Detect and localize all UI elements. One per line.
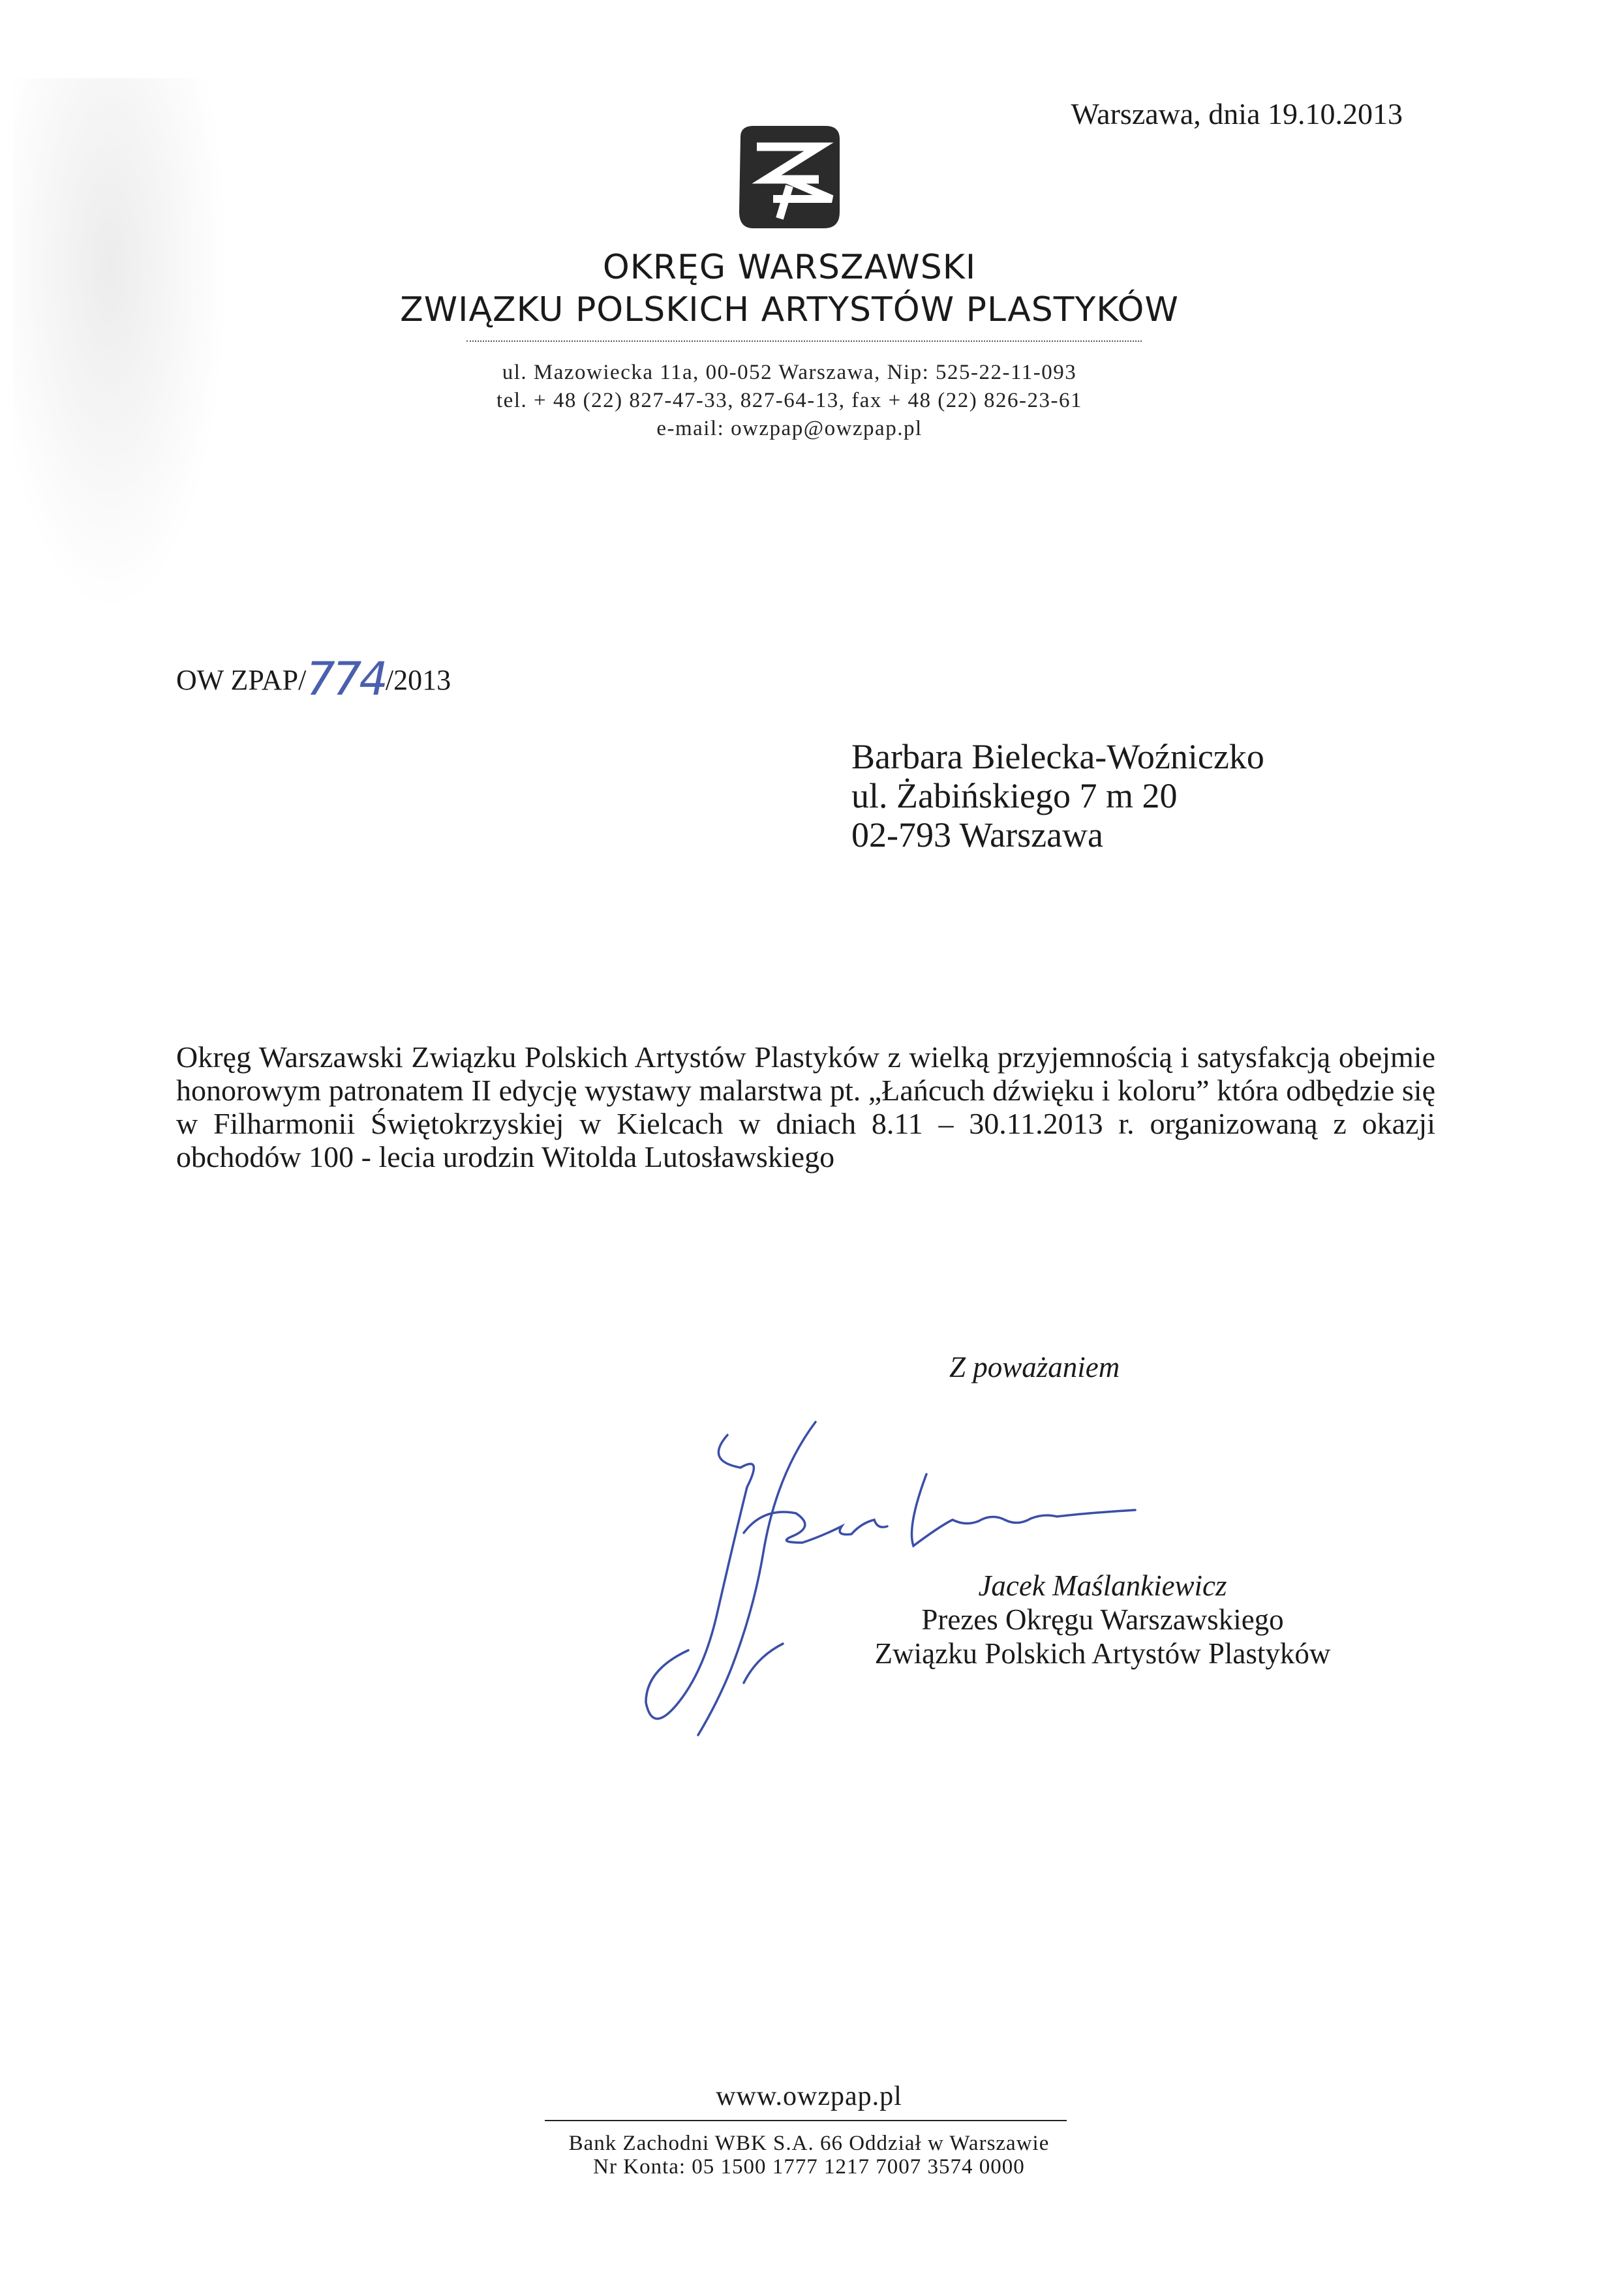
- reference-prefix: OW ZPAP/: [176, 664, 307, 696]
- org-email: e-mail: owzpap@owzpap.pl: [656, 417, 923, 440]
- recipient-street: ul. Żabińskiego 7 m 20: [851, 776, 1178, 815]
- recipient-address: [851, 737, 1264, 854]
- reference-number: [176, 652, 451, 706]
- footer-divider: [545, 2120, 1067, 2121]
- org-phone: tel. + 48 (22) 827-47-33, 827-64-13, fax + 48 (22) 826-23-61: [496, 389, 1082, 412]
- scan-artifact: [13, 78, 228, 613]
- reference-handwritten-number: 774: [306, 652, 386, 706]
- org-name-line2: ZWIĄZKU POLSKICH ARTYSTÓW PLASTYKÓW: [400, 290, 1179, 329]
- signature-block: [855, 1569, 1351, 1670]
- header-divider: [466, 340, 1142, 342]
- letter-date: Warszawa, dnia 19.10.2013: [1071, 97, 1403, 130]
- footer-account-number: Nr Konta: 05 1500 1777 1217 7007 3574 0000: [593, 2155, 1025, 2179]
- footer-website: www.owzpap.pl: [716, 2081, 902, 2111]
- org-address: ul. Mazowiecka 11a, 00-052 Warszawa, Nip: 525-22-11-093: [502, 361, 1077, 384]
- reference-suffix: /2013: [385, 664, 451, 696]
- org-name-line1: OKRĘG WARSZAWSKI: [602, 248, 977, 287]
- signer-name: Jacek Maślankiewicz: [978, 1569, 1227, 1602]
- letter-body: Okręg Warszawski Związku Polskich Artystów Plastyków z wielką przyjemnością i satysfakcją obejmie honorowym patronatem II edycję wystawy malarstwa pt. „Łańcuch dźwięku i koloru” która odbędzie się w Filharmonii Świętokrzyskiej w Kielcach w dniach 8.11 – 30.11.2013 r. organizowaną z okazji obchodów 100 - lecia urodzin Witolda Lutosławskiego: [176, 1040, 1435, 1173]
- signer-title-line1: Prezes Okręgu Warszawskiego: [921, 1603, 1284, 1636]
- zpap-logo: [727, 121, 851, 238]
- recipient-name: Barbara Bielecka-Woźniczko: [851, 737, 1264, 776]
- closing-salutation: Z poważaniem: [949, 1351, 1120, 1383]
- signer-title-line2: Związku Polskich Artystów Plastyków: [874, 1637, 1331, 1670]
- footer-bank-name: Bank Zachodni WBK S.A. 66 Oddział w Warszawie: [568, 2132, 1050, 2155]
- recipient-city: 02-793 Warszawa: [851, 815, 1104, 854]
